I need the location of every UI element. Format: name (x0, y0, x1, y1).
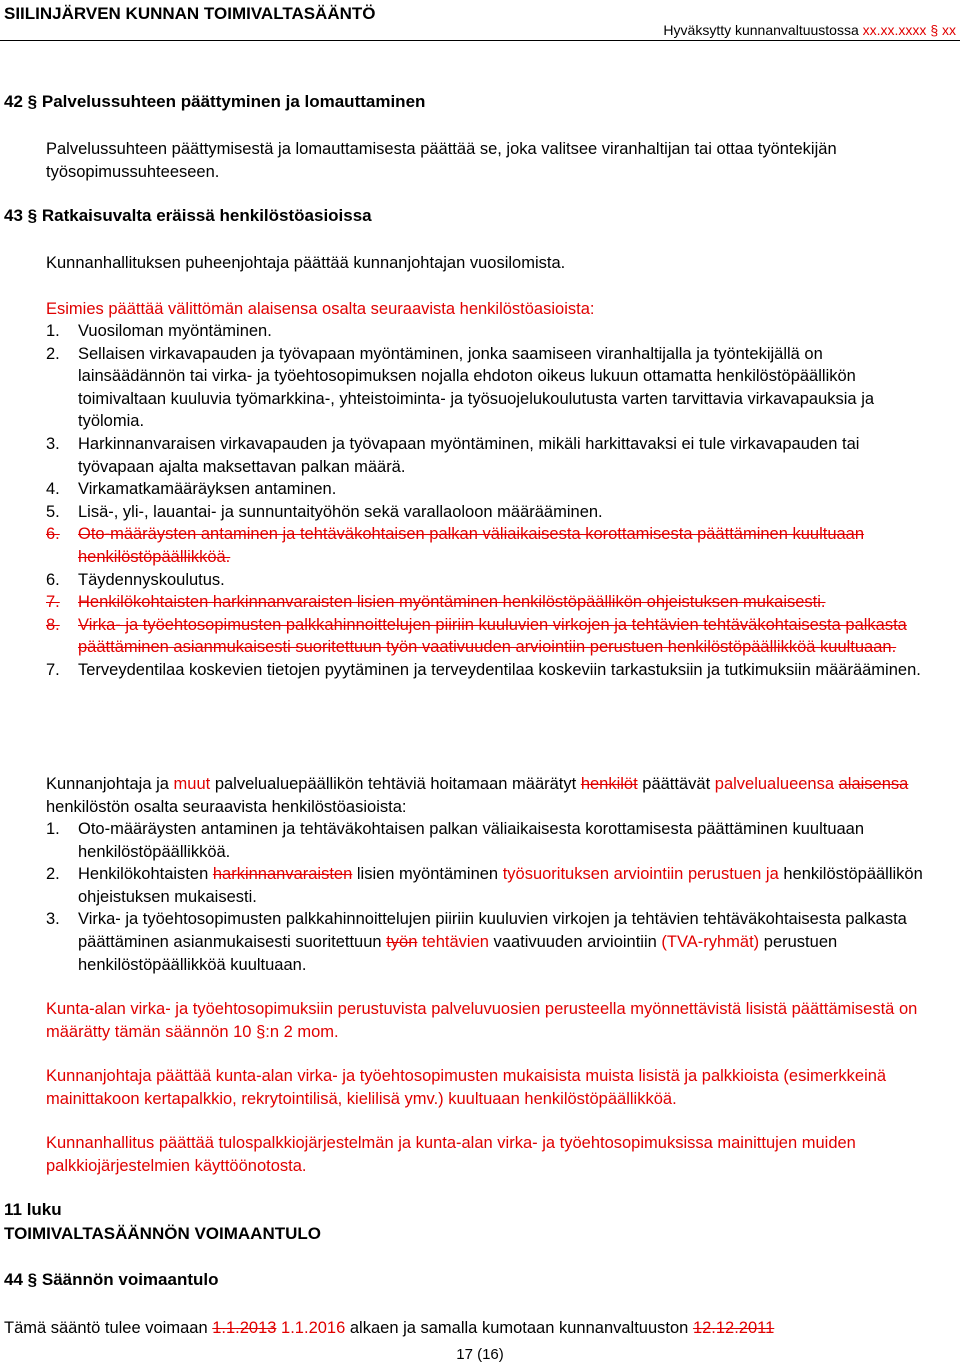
deleted-text: harkinnanvaraisten (212, 865, 353, 884)
approval-date: xx.xx.xxxx (862, 22, 927, 38)
section-43-paragraph-5: Kunnanjohtaja päättää kunta-alan virka- ja työehtosopimusten mukaisista muista lisistä ja palkkioista (esimerkkeinä mainittakoon kertapalkkio, rekrytointilisä, kielilisä ymv.) kuultuaan henkilöstöpäällikköä. (46, 1067, 887, 1108)
section-42-number: 42 (4, 92, 23, 111)
section-42-heading (4, 92, 425, 112)
list-item-deleted: 7. Henkilökohtaisten harkinnanvaraisten lisien myöntäminen henkilöstöpäällikön ohjeistuksen mukaisesti. (46, 593, 826, 612)
inserted-text: palvelualueensa (714, 775, 835, 793)
section-sign: § (27, 1270, 38, 1289)
list-item: 3. Harkinnanvaraisen virkavapauden ja työvapaan myöntäminen, mikäli harkittavaksi ei tule virkavapauden tai työvapaan ajalta maksettavan palkan määrä. (46, 434, 860, 476)
section-sign: § (27, 92, 38, 111)
list-item: 6. Täydennyskoulutus. (46, 570, 225, 589)
list-item: 2. Henkilökohtaisten harkinnanvaraisten lisien myöntäminen työsuorituksen arviointiin perustuen ja henkilöstöpäällikön ohjeistuksen mukaisesti. (46, 865, 923, 906)
deleted-text: henkilöt (580, 775, 638, 793)
chapter-title: TOIMIVALTASÄÄNNÖN VOIMAANTULO (4, 1224, 321, 1243)
list-item: 7. Terveydentilaa koskevien tietojen pyytäminen ja terveydentilaa koskeviin tarkastuksiin ja tutkimuksiin määrääminen. (46, 660, 921, 679)
supervisor-powers-list (46, 320, 926, 682)
document-title: SIILINJÄRVEN KUNNAN TOIMIVALTASÄÄNTÖ (4, 4, 376, 23)
approval-status-text: Hyväksytty kunnanvaltuustossa (663, 22, 859, 38)
page-number: 17 (16) (456, 1346, 504, 1363)
deleted-text: alaisensa (838, 775, 909, 793)
service-manager-powers-list (46, 818, 926, 976)
list-item: 5. Lisä-, yli-, lauantai- ja sunnuntaityöhön sekä varallaoloon määrääminen. (46, 502, 603, 521)
list-item: 1. Oto-määräysten antaminen ja tehtäväkohtaisen palkan väliaikaisesta korottamisesta päättäminen kuultuaan henkilöstöpäällikköä. (46, 820, 865, 861)
list-item-deleted: 6. Oto-määräysten antaminen ja tehtäväkohtaisen palkan väliaikaisesta korottamisesta päättäminen kuultuaan henkilöstöpäällikköä. (46, 525, 865, 566)
section-42-body: Palvelussuhteen päättymisestä ja lomauttamisesta päättää se, joka valitsee viranhaltijan tai ottaa työntekijän työsopimussuhteeseen. (46, 140, 837, 181)
list-item: 3. Virka- ja työehtosopimusten palkkahinnoittelujen piiriin kuuluvien virkojen ja tehtävien tehtäväkohtaisesta palkasta päättäminen asianmukaisesti suoritettuun työn tehtävien vaativuuden arviointiin (TVA-ryhmät) perustuen henkilöstöpäällikköä kuultuaan. (46, 910, 907, 974)
section-43-number: 43 (4, 206, 23, 225)
inserted-text: (TVA-ryhmät) (661, 932, 760, 951)
list-item-deleted: 8. Virka- ja työehtosopimusten palkkahinnoittelujen piiriin kuuluvien virkojen ja tehtävien tehtäväkohtaisesta palkasta päättäminen asianmukaisesti suoritettuun työn vaativuuden arviointiin perustuen henkilöstöpäällikköä kuultuaan. (46, 615, 907, 657)
section-44-number: 44 (4, 1270, 23, 1289)
section-44-title: Säännön voimaantulo (41, 1270, 219, 1289)
inserted-text: tehtävien (421, 932, 489, 951)
chapter-number: 11 luku (4, 1200, 62, 1219)
section-43-paragraph-2: Esimies päättää välittömän alaisensa osalta seuraavista henkilöstöasioista: (46, 300, 595, 318)
header-rule (0, 40, 960, 41)
list-item: 4. Virkamatkamääräyksen antaminen. (46, 480, 337, 499)
list-item: 1. Vuosiloman myöntäminen. (46, 322, 272, 340)
section-43-paragraph-6: Kunnanhallitus päättää tulospalkkiojärjestelmän ja kunta-alan virka- ja työehtosopimuksissa mainittujen muiden palkkiojärjestelmien käyttöönotosta. (46, 1134, 856, 1175)
deleted-date: 12.12.2011 (692, 1319, 775, 1337)
section-42-title: Palvelussuhteen päättyminen ja lomauttaminen (41, 92, 426, 111)
deleted-text: työn (386, 932, 418, 951)
approval-number: xx (942, 22, 956, 38)
deleted-date: 1.1.2013 (212, 1319, 277, 1337)
list-item: 2. Sellaisen virkavapauden ja työvapaan myöntäminen, jonka saamiseen viranhaltijalla ja työntekijällä on lainsäädännön tai virka- ja työehtosopimuksen nojalla ehdoton oikeus lukuun ottamatta henkilöstöpäällikön toimivaltaan kuuluvia työmarkkina-, yhteistoiminta- ja työsuojelukoulutusta varten tarvittavia virkavapauksia ja työlomia. (46, 344, 875, 431)
approval-section-sign: § (930, 22, 939, 38)
page-header (0, 0, 960, 42)
section-43-heading (4, 206, 372, 226)
section-43-paragraph-3: Kunnanjohtaja ja muut palvelualuepäällikön tehtäviä hoitamaan määrätyt henkilöt päättävät palvelualueensa alaisensa henkilöstön osalta seuraavista henkilöstöasioista: (46, 775, 909, 816)
section-sign: § (27, 206, 38, 225)
approval-status (663, 22, 956, 38)
section-44-heading (4, 1270, 219, 1290)
inserted-date: 1.1.2016 (281, 1319, 346, 1337)
section-43-paragraph-1: Kunnanhallituksen puheenjohtaja päättää kunnanjohtajan vuosilomista. (46, 254, 566, 272)
section-43-paragraph-4: Kunta-alan virka- ja työehtosopimuksiin perustuvista palveluvuosien perusteella myönnettävistä lisistä päättämisestä on määrätty tämän säännön 10 §:n 2 mom. (46, 1000, 918, 1041)
inserted-text: työsuorituksen arviointiin perustuen ja (502, 865, 779, 884)
section-43-title: Ratkaisuvalta eräissä henkilöstöasioissa (41, 206, 372, 225)
section-44-body: Tämä sääntö tulee voimaan 1.1.2013 1.1.2016 alkaen ja samalla kumotaan kunnanvaltuuston 12.12.2011 (4, 1319, 775, 1337)
section-sign: § (256, 1022, 266, 1041)
inserted-text: muut (173, 775, 211, 793)
